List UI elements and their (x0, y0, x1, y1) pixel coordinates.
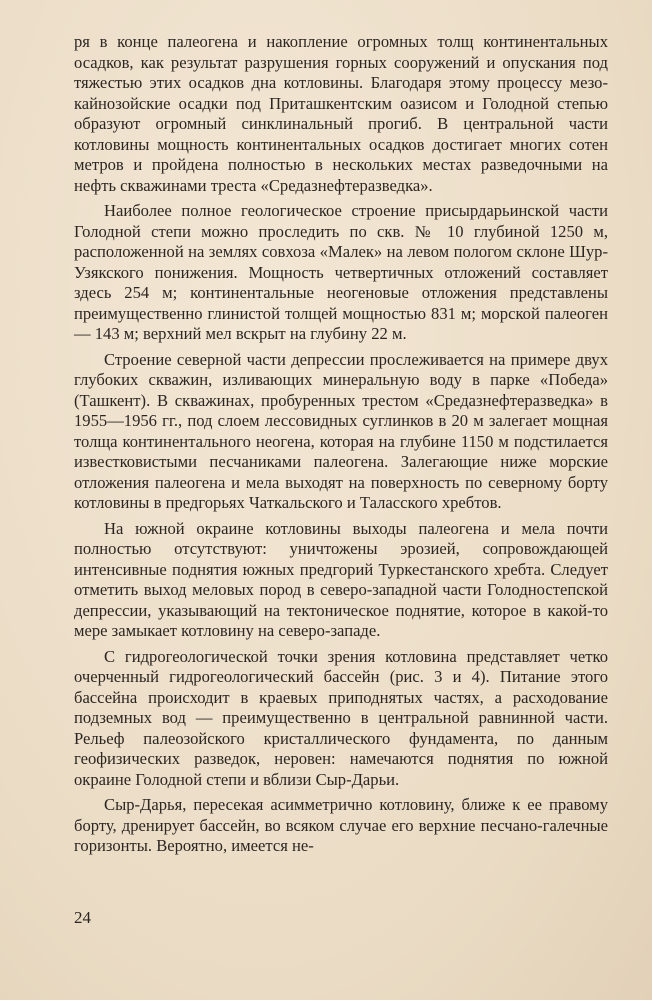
paragraph-6: Сыр-Дарья, пересекая асимметрично котловину, ближе к ее правому борту, дренирует бассейн, во всяком случае его верхние песчано-галечные горизонты. Вероятно, имеется не- (74, 795, 608, 855)
paragraph-1: ря в конце палеогена и накопление огромных толщ континентальных осадков, как результат разрушения горных сооружений и опускания под тяжестью этих осадков дна котловины. Благодаря этому процессу мезо-кайнозойские осадки под Приташкентским оазисом и Голодной степью образуют огромный синклинальный прогиб. В центральной части котловины мощность континентальных осадков достигает многих сотен метров и пройдена полностью в нескольких местах разведочными на нефть скважинами треста «Средазнефтеразведка». (74, 32, 608, 195)
page-body (74, 32, 608, 862)
paragraph-5: С гидрогеологической точки зрения котловина представляет четко очерченный гидрогеологический бассейн (рис. 3 и 4). Питание этого бассейна происходит в краевых приподнятых частях, а расходование подземных вод — преимущественно в центральной равнинной части. Рельеф палеозойского кристаллического фундамента, по данным геофизических разведок, неровен: намечаются поднятия по южной окраине Голодной степи и вблизи Сыр-Дарьи. (74, 646, 608, 789)
paragraph-2: Наиболее полное геологическое строение присырдарьинской части Голодной степи можно проследить по скв. № 10 глубиной 1250 м, расположенной на землях совхоза «Малек» на левом пологом склоне Шур-Узякского понижения. Мощность четвертичных отложений составляет здесь 254 м; континентальные неогеновые отложения представлены преимущественно глинистой толщей мощностью 831 м; морской палеоген — 143 м; верхний мел вскрыт на глубину 22 м. (74, 201, 608, 343)
paragraph-4: На южной окраине котловины выходы палеогена и мела почти полностью отсутствуют: уничтожены эрозией, сопровождающей интенсивные поднятия южных предгорий Туркестанского хребта. Следует отметить выход меловых пород в северо-западной части Голодностепской депрессии, указывающий на тектоническое поднятие, которое в какой-то мере замыкает котловину на северо-западе. (74, 518, 608, 640)
page-number: 24 (74, 908, 91, 927)
paragraph-3: Строение северной части депрессии прослеживается на примере двух глубоких скважин, изливающих минеральную воду в парке «Победа» (Ташкент). В скважинах, пробуренных трестом «Средазнефтеразведка» в 1955—1956 гг., под слоем лессовидных суглинков в 20 м залегает мощная толща континентального неогена, которая на глубине 1150 м подстилается известковистыми песчаниками палеогена. Залегающие ниже морские отложения палеогена и мела выходят на поверхность по северному борту котловины в предгорьях Чаткальского и Таласского хребтов. (74, 349, 608, 512)
